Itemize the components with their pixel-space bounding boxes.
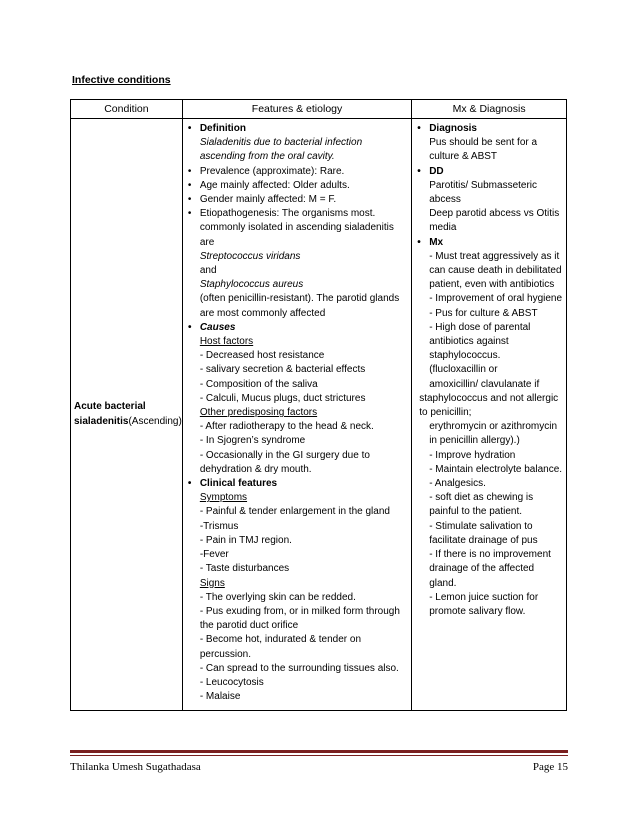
footer-rule-thin: [70, 755, 568, 756]
mx-line: amoxicillin/ clavulanate if: [429, 378, 540, 390]
features-line: - Painful & tender enlargement in the gland: [199, 506, 390, 518]
features-line: - The overlying skin can be redded.: [199, 591, 356, 603]
features-line: Staphylococcus aureus: [199, 279, 304, 291]
features-line: [187, 335, 409, 349]
features-line: - Pus exuding from, or in milked form through the parotid duct orifice: [199, 605, 400, 632]
mx-line: - Improve hydration: [429, 449, 516, 461]
mx-line: • Diagnosis: [416, 122, 564, 136]
features-line: - Composition of the saliva: [199, 378, 318, 390]
features-line: -Fever: [199, 549, 229, 561]
features-line: - Taste disturbances: [199, 563, 290, 575]
mx-line: - Analgesics.: [429, 478, 486, 490]
features-line: • Gender mainly affected: M = F.: [187, 193, 409, 207]
infective-conditions-table: [70, 99, 567, 711]
features-line: - salivary secretion & bacterial effects: [199, 364, 366, 376]
mx-line: - If there is no improvement drainage of the affected gland.: [429, 549, 551, 589]
mx-list: [412, 119, 566, 625]
features-line: Sialadenitis due to bacterial infection ascending from the oral cavity.: [199, 137, 363, 163]
mx-line: Deep parotid abcess vs Otitis media: [429, 208, 560, 234]
underlined-subheading: Host factors: [199, 336, 254, 348]
mx-line: • Mx: [416, 236, 564, 250]
header-mx: Mx & Diagnosis: [412, 100, 567, 119]
table-header-row: [71, 100, 567, 119]
mx-line: Parotitis/ Submasseteric abcess: [429, 179, 538, 206]
condition-qualifier: (Ascending): [128, 415, 182, 427]
mx-line: (flucloxacillin or: [429, 364, 498, 376]
features-line: • Age mainly affected: Older adults.: [187, 179, 409, 193]
mx-line: Pus should be sent for a culture & ABST: [429, 137, 538, 163]
mx-line: - Must treat aggressively as it can cause death in debilitated patient, even with antibiotics: [429, 250, 562, 291]
condition-name: Acute bacterial sialadenitis: [74, 401, 146, 427]
mx-line: - soft diet as chewing is painful to the patient.: [429, 492, 534, 518]
features-line: and: [199, 265, 217, 277]
features-line: Streptococcus viridans: [199, 250, 301, 262]
section-heading: Infective conditions: [72, 74, 171, 86]
condition-cell: [71, 119, 183, 711]
features-line: - In Sjogren’s syndrome: [199, 435, 306, 447]
underlined-subheading: Signs: [199, 577, 225, 589]
features-line: - Become hot, indurated & tender on percussion.: [199, 634, 362, 660]
features-line: (often penicillin-resistant). The parotid glands are most commonly affected: [199, 293, 400, 319]
underlined-subheading: Other predisposing factors: [199, 407, 318, 419]
features-line: [187, 406, 409, 420]
features-line: - Can spread to the surrounding tissues also.: [199, 662, 399, 674]
table-row: [71, 119, 567, 711]
features-line: - Pain in TMJ region.: [199, 534, 292, 546]
features-line: -Trismus: [199, 520, 239, 532]
features-line: • Clinical features: [187, 477, 409, 491]
mx-line: - Lemon juice suction for promote salivary flow.: [429, 591, 539, 617]
features-line: [187, 577, 409, 591]
features-line: - After radiotherapy to the head & neck.: [199, 421, 374, 433]
mx-line: - Stimulate salivation to facilitate drainage of pus: [429, 520, 538, 546]
mx-line: - Improvement of oral hygiene: [429, 293, 563, 305]
features-line: • Etiopathogenesis: The organisms most. commonly isolated in ascending sialadenitis are: [187, 207, 409, 250]
features-line: [187, 491, 409, 505]
features-line: - Malaise: [199, 691, 241, 703]
mx-line: - High dose of parental antibiotics against staphylococcus.: [429, 321, 531, 362]
mx-line: staphylococcus and not allergic to penicillin;: [419, 392, 559, 419]
features-line: - Decreased host resistance: [199, 350, 325, 362]
features-line: - Leucocytosis: [199, 676, 264, 688]
underlined-subheading: Symptoms: [199, 492, 248, 504]
features-line: • Causes: [187, 321, 409, 335]
mx-line: - Maintain electrolyte balance.: [429, 463, 563, 475]
header-condition: Condition: [71, 100, 183, 119]
features-line: • Definition: [187, 122, 409, 136]
mx-line: • DD: [416, 165, 564, 179]
footer-rule-thick: [70, 750, 568, 753]
mx-line: - Pus for culture & ABST: [429, 307, 538, 319]
features-list: [183, 119, 411, 710]
footer-page-number: Page 15: [532, 761, 568, 773]
footer-author: Thilanka Umesh Sugathadasa: [70, 761, 201, 773]
features-cell: [182, 119, 411, 711]
features-line: - Calculi, Mucus plugs, duct strictures: [199, 392, 366, 404]
features-line: - Occasionally in the GI surgery due to dehydration & dry mouth.: [199, 449, 370, 475]
mx-cell: [412, 119, 567, 711]
features-line: • Prevalence (approximate): Rare.: [187, 165, 409, 179]
mx-line: erythromycin or azithromycin in penicillin allergy).): [429, 421, 558, 447]
header-features: Features & etiology: [182, 100, 411, 119]
